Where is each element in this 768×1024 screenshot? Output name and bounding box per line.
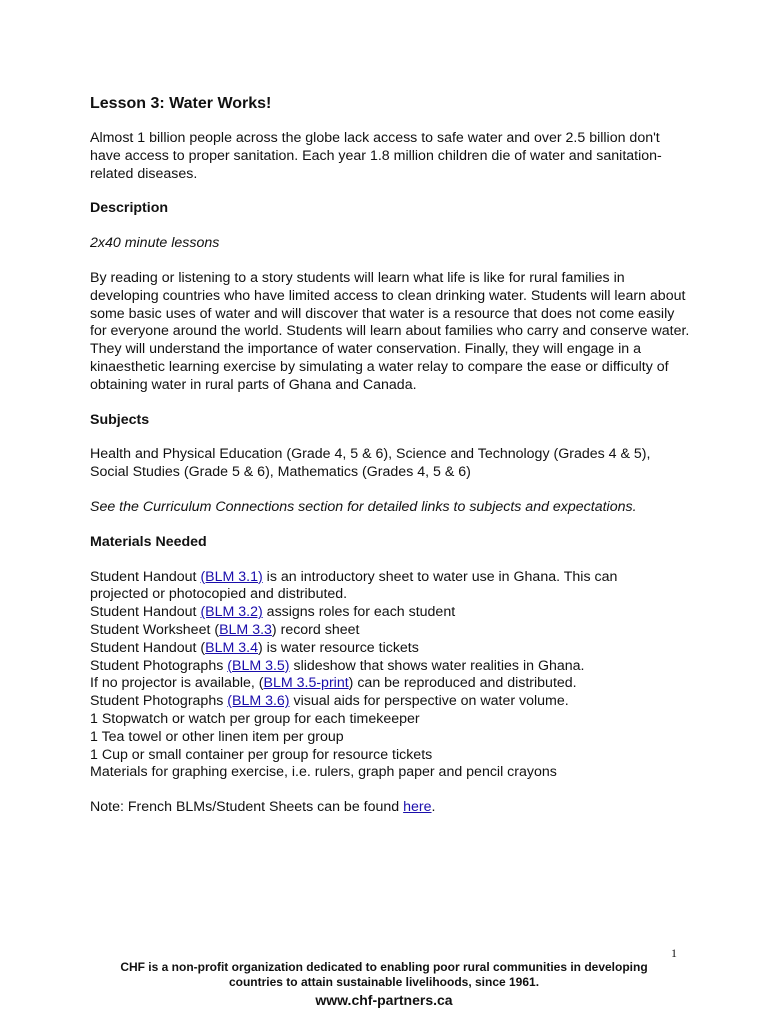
materials-item-text: Student Photographs — [90, 657, 228, 674]
blm-3-6-link[interactable]: (BLM 3.6) — [227, 693, 290, 710]
materials-item-text: If no projector is available, ( — [90, 675, 264, 692]
footer-mission-line-2: countries to attain sustainable livelihoods, since 1961. — [228, 975, 540, 989]
lesson-duration: 2x40 minute lessons — [90, 235, 220, 252]
french-note-text: Note: French BLMs/Student Sheets can be found — [90, 799, 404, 816]
materials-item-text: assigns roles for each student — [262, 604, 456, 621]
lesson-content — [90, 94, 690, 834]
materials-list-item — [90, 711, 690, 729]
materials-item-text: slideshow that shows water realities in Ghana. — [289, 657, 585, 674]
materials-list-item — [90, 622, 690, 640]
french-blm-note — [90, 799, 690, 817]
materials-list-item — [90, 693, 690, 711]
materials-item-text: projected or photocopied and distributed. — [90, 586, 348, 603]
materials-item-text: 1 Cup or small container per group for resource tickets — [90, 746, 433, 763]
footer-mission-line-1: CHF is a non-profit organization dedicated to enabling poor rural communities in developing — [120, 960, 648, 974]
blm-3-2-link[interactable]: (BLM 3.2) — [200, 604, 263, 621]
page-footer — [0, 960, 768, 1009]
materials-list-item — [90, 640, 690, 658]
page-number: 1 — [671, 946, 677, 960]
description-paragraph: By reading or listening to a story students will learn what life is like for rural families in developing countries who have limited access to clean drinking water. Students will learn about some basic uses of water and will discover that water is a resource that does not come easily for everyone around the world. Students will learn about families who carry and conserve water. They will understand the importance of water conservation. Finally, they will engage in a kinaesthetic learning exercise by simulating a water relay to compare the ease or difficulty of obtaining water in rural parts of Ghana and Canada. — [90, 269, 690, 393]
intro-paragraph: Almost 1 billion people across the globe lack access to safe water and over 2.5 billion don't have access to proper sanitation. Each year 1.8 million children die of water and sanitation-related diseases. — [90, 130, 662, 182]
materials-item-text: Student Photographs — [90, 693, 228, 710]
materials-list — [90, 569, 690, 783]
blm-3-3-link[interactable]: BLM 3.3 — [219, 621, 272, 638]
materials-list-item — [90, 675, 690, 693]
materials-item-text: Student Handout ( — [90, 639, 206, 656]
description-heading: Description — [90, 200, 169, 217]
materials-item-text: Student Handout — [90, 604, 201, 621]
materials-item-text: 1 Tea towel or other linen item per group — [90, 728, 344, 745]
materials-item-text: ) is water resource tickets — [258, 639, 419, 656]
materials-item-text: Student Handout — [90, 568, 201, 585]
footer-website: www.chf-partners.ca — [315, 992, 453, 1008]
lesson-title: Lesson 3: Water Works! — [90, 95, 272, 112]
materials-list-item — [90, 747, 690, 765]
materials-item-text: ) can be reproduced and distributed. — [348, 675, 577, 692]
blm-3-1-link[interactable]: (BLM 3.1) — [200, 568, 263, 585]
french-blm-here-link[interactable]: here — [403, 799, 432, 816]
materials-item-text: Materials for graphing exercise, i.e. rulers, graph paper and pencil crayons — [90, 764, 557, 781]
blm-3-5-print-link[interactable]: BLM 3.5-print — [263, 675, 349, 692]
materials-item-text: Student Worksheet ( — [90, 621, 220, 638]
blm-3-5-link[interactable]: (BLM 3.5) — [227, 657, 290, 674]
materials-item-text: is an introductory sheet to water use in Ghana. This can — [262, 568, 618, 585]
materials-list-item — [90, 569, 690, 587]
materials-list-item — [90, 604, 690, 622]
blm-3-4-link[interactable]: BLM 3.4 — [205, 639, 258, 656]
subjects-paragraph: Health and Physical Education (Grade 4, 5 & 6), Science and Technology (Grades 4 & 5), Social Studies (Grade 5 & 6), Mathematics (Grades 4, 5 & 6) — [90, 446, 651, 481]
materials-list-item — [90, 764, 690, 782]
french-note-period: . — [431, 799, 436, 816]
materials-list-item — [90, 729, 690, 747]
materials-list-item — [90, 658, 690, 676]
materials-item-text: ) record sheet — [271, 621, 360, 638]
curriculum-note: See the Curriculum Connections section for detailed links to subjects and expectations. — [90, 498, 637, 515]
subjects-heading: Subjects — [90, 411, 150, 428]
materials-item-text: visual aids for perspective on water volume. — [289, 693, 569, 710]
materials-list-item — [90, 586, 690, 604]
materials-item-text: 1 Stopwatch or watch per group for each timekeeper — [90, 710, 420, 727]
materials-heading: Materials Needed — [90, 533, 207, 550]
